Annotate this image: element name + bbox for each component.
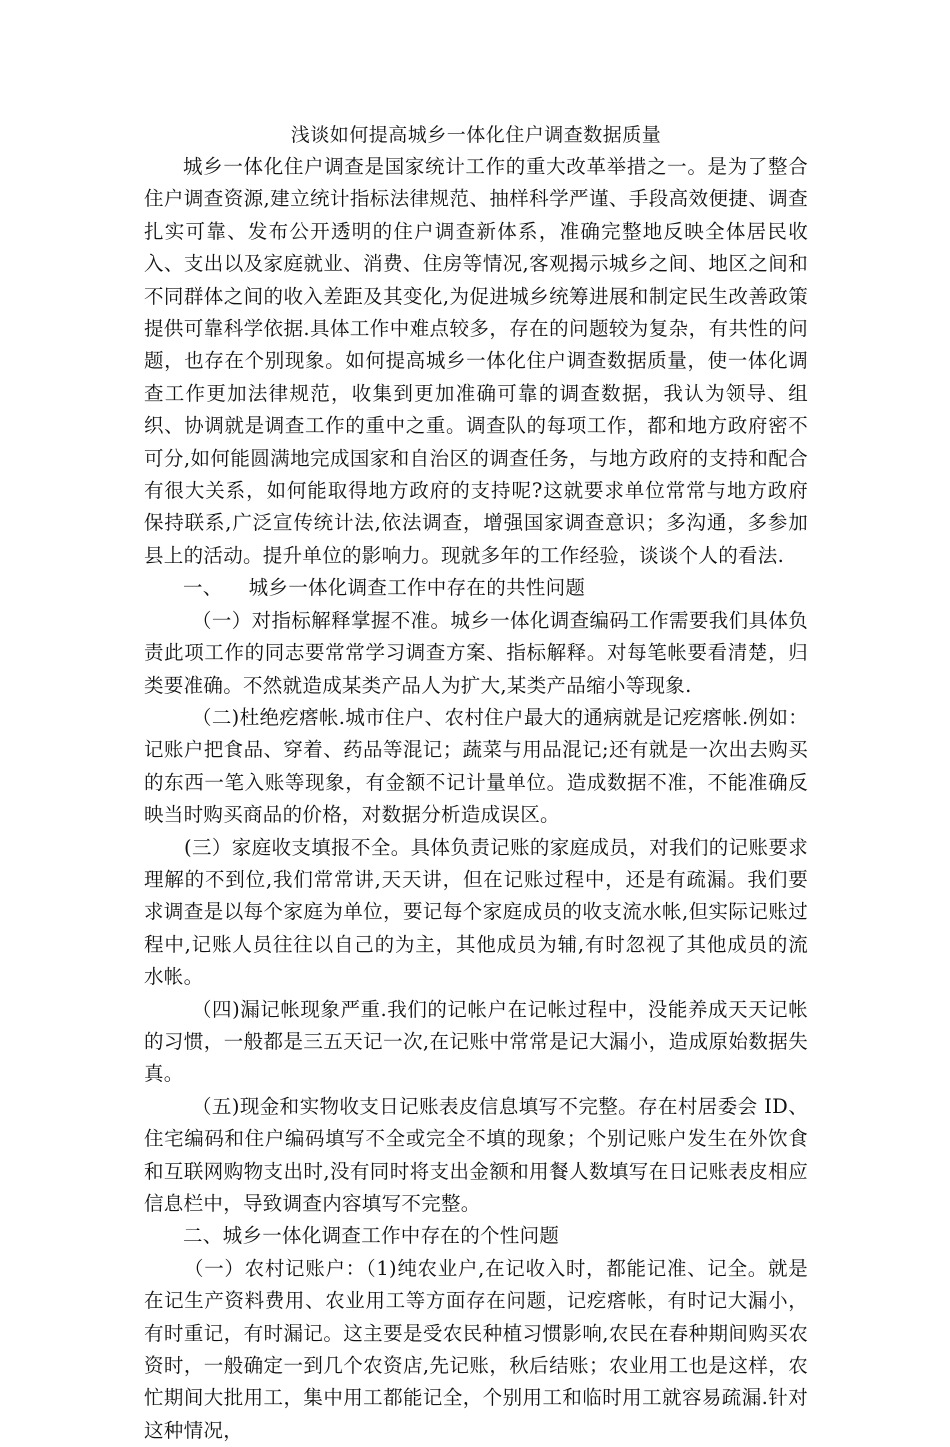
item-paragraph-1: （一）对指标解释掌握不准。城乡一体化调查编码工作需要我们具体负责此项工作的同志要常常学习调查方案、指标解释。对每笔帐要看清楚，归类要准确。不然就造成某类产品人为扩大,某类产品缩小等现象. <box>144 608 808 697</box>
section-heading-2: 二、城乡一体化调查工作中存在的个性问题 <box>183 1224 560 1248</box>
item-paragraph-5: （五)现金和实物收支日记账表皮信息填写不完整。存在村居委会 ID、住宅编码和住户编码填写不全或完全不填的现象；个别记账户发生在外饮食和互联网购物支出时,没有同时将支出金额和用餐人数填写在日记账表皮相应信息栏中，导致调查内容填写不完整。 <box>144 1094 808 1215</box>
intro-paragraph: 城乡一体化住户调查是国家统计工作的重大改革举措之一。是为了整合住户调查资源,建立统计指标法律规范、抽样科学严谨、手段高效便捷、调查扎实可靠、发布公开透明的住户调查新体系，准确完整地反映全体居民收入、支出以及家庭就业、消费、住房等情况,客观揭示城乡之间、地区之间和不同群体之间的收入差距及其变化,为促进城乡统筹进展和制定民生改善政策提供可靠科学依据.具体工作中难点较多，存在的问题较为复杂，有共性的问题，也存在个别现象。如何提高城乡一体化住户调查数据质量，使一体化调查工作更加法律规范，收集到更加准确可靠的调查数据，我认为领导、组织、协调就是调查工作的重中之重。调查队的每项工作，都和地方政府密不可分,如何能圆满地完成国家和自治区的调查任务，与地方政府的支持和配合有很大关系，如何能取得地方政府的支持呢?这就要求单位常常与地方政府保持联系,广泛宣传统计法,依法调查，增强国家调查意识；多沟通，多参加县上的活动。提升单位的影响力。现就多年的工作经验，谈谈个人的看法. <box>144 155 808 567</box>
item-paragraph-6: （一）农村记账户：（1)纯农业户,在记收入时，都能记准、记全。就是在记生产资料费用、农业用工等方面存在问题，记疙瘩帐，有时记大漏小，有时重记，有时漏记。这主要是受农民种植习惯影响,农民在春种期间购买农资时，一般确定一到几个农资店,先记账，秋后结账；农业用工也是这样，农忙期间大批用工，集中用工都能记全，个别用工和临时用工就容易疏漏.针对这种情况， <box>144 1256 808 1442</box>
item-paragraph-2: （二)杜绝疙瘩帐.城市住户、农村住户最大的通病就是记疙瘩帐.例如：记账户把食品、穿着、药品等混记；蔬菜与用品混记;还有就是一次出去购买的东西一笔入账等现象，有金额不记计量单位。造成数据不准，不能准确反映当时购买商品的价格，对数据分析造成误区。 <box>144 705 808 827</box>
document-page <box>144 122 808 1447</box>
item-paragraph-3: (三）家庭收支填报不全。具体负责记账的家庭成员，对我们的记账要求理解的不到位,我们常常讲,天天讲，但在记账过程中，还是有疏漏。我们要求调查是以每个家庭为单位，要记每个家庭成员的收支流水帐,但实际记账过程中,记账人员往往以自己的为主，其他成员为辅,有时忽视了其他成员的流水帐。 <box>144 835 808 989</box>
item-paragraph-4: （四)漏记帐现象严重.我们的记帐户在记帐过程中，没能养成天天记帐的习惯，一般都是三五天记一次,在记账中常常是记大漏小，造成原始数据失真。 <box>144 997 808 1086</box>
section-heading-1: 一、 城乡一体化调查工作中存在的共性问题 <box>183 576 586 600</box>
document-title: 浅谈如何提高城乡一体化住户调查数据质量 <box>290 124 662 146</box>
